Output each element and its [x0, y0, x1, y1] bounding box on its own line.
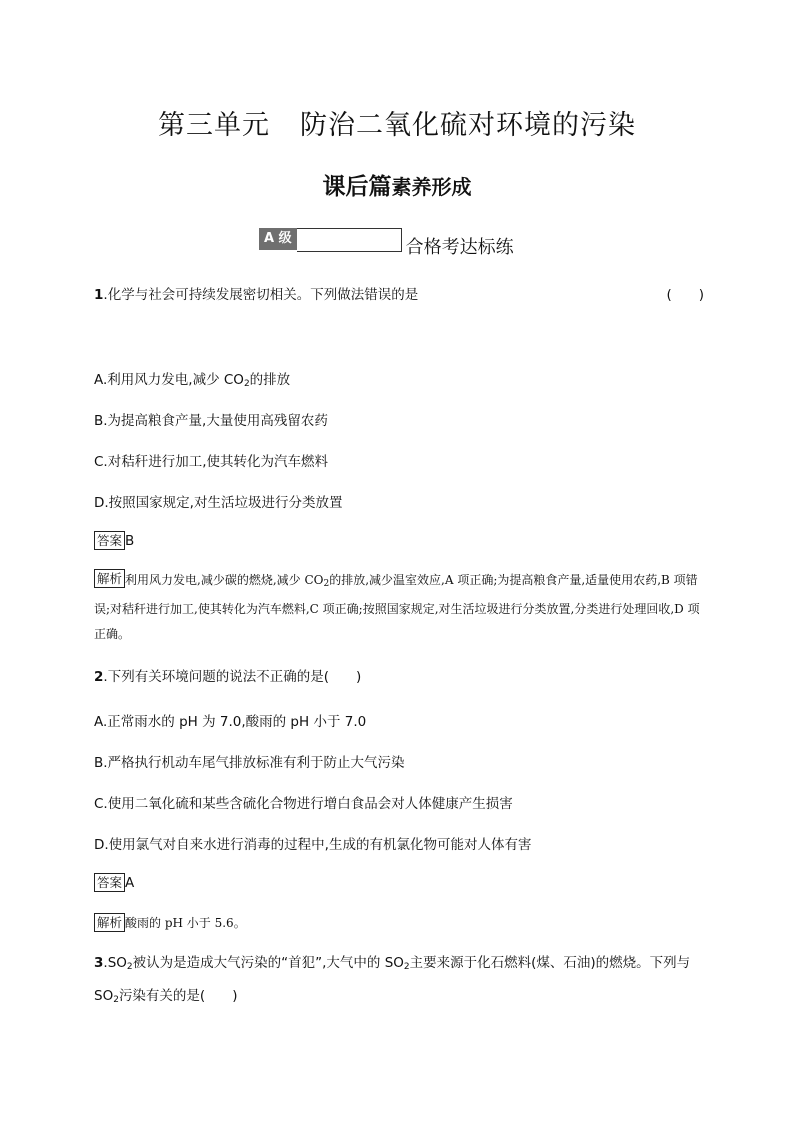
question-number: 2: [94, 669, 104, 685]
q2-answer: [94, 873, 134, 892]
answer-tag: 答案: [94, 531, 125, 550]
q1-option-a: A.利用风力发电,减少 $CO_2$的排放: [94, 372, 291, 389]
q2-option-a: A.正常雨水的 pH 为 7.0,酸雨的 pH 小于 7.0: [94, 714, 367, 730]
q2-explanation: [94, 913, 246, 932]
answer-tag: 答案: [94, 873, 125, 892]
answer-value: A: [125, 874, 135, 891]
explain-tag: 解析: [94, 913, 125, 932]
q1-explanation: 解析 利用风力发电,减少碳的燃烧,减少 $CO_2$的排放,减少温室效应,A 项正确;为提高粮食产量,适量使用农药,B 项错误;对秸秆进行加工,使其转化为汽车燃料,C 项正确;按照国家规定,对生活垃圾进行分类放置,分类进行处理回收,D 项正确。: [94, 571, 700, 641]
question-3: $3.SO_2$被认为是造成大气污染的“首犯”,大气中的 $SO_2$主要来源于化石燃料(煤、石油)的燃烧。下列与 $SO_2$污染有关的是( ): [94, 955, 691, 1005]
explain-text: 酸雨的 pH 小于 5.6。: [125, 916, 246, 930]
title-topic: 防治二氧化硫对环境的污染: [300, 110, 636, 141]
question-number: 3: [94, 955, 104, 971]
q2-option-b: B.严格执行机动车尾气排放标准有利于防止大气污染: [94, 755, 405, 771]
title-unit: 第三单元: [158, 110, 270, 141]
q2-option-c: C.使用二氧化硫和某些含硫化合物进行增白食品会对人体健康产生损害: [94, 796, 513, 812]
answer-paren: ( ): [666, 287, 704, 303]
page-title: [0, 103, 794, 142]
question-2: [94, 663, 704, 692]
question-1: [94, 281, 704, 310]
q1-option-b: B.为提高粮食产量,大量使用高残留农药: [94, 413, 328, 429]
question-number: 1: [94, 287, 104, 303]
q2-option-d: D.使用氯气对自来水进行消毒的过程中,生成的有机氯化物可能对人体有害: [94, 837, 532, 853]
q1-option-d: D.按照国家规定,对生活垃圾进行分类放置: [94, 495, 343, 511]
question-text: .化学与社会可持续发展密切相关。下列做法错误的是: [103, 287, 419, 303]
answer-value: B: [125, 532, 135, 549]
level-title: 合格考达标练: [405, 237, 514, 258]
question-text: .下列有关环境问题的说法不正确的是( ): [103, 669, 362, 685]
page-subtitle: [0, 168, 794, 201]
explain-tag: 解析: [94, 569, 125, 588]
level-badge: A 级: [259, 228, 297, 250]
subtitle-small: 素养形成: [391, 175, 472, 199]
subtitle-main: 课后篇: [322, 174, 392, 200]
level-header: [259, 227, 514, 258]
q1-answer: [94, 531, 134, 550]
level-line-box: [297, 228, 402, 252]
q1-option-c: C.对秸秆进行加工,使其转化为汽车燃料: [94, 454, 329, 470]
